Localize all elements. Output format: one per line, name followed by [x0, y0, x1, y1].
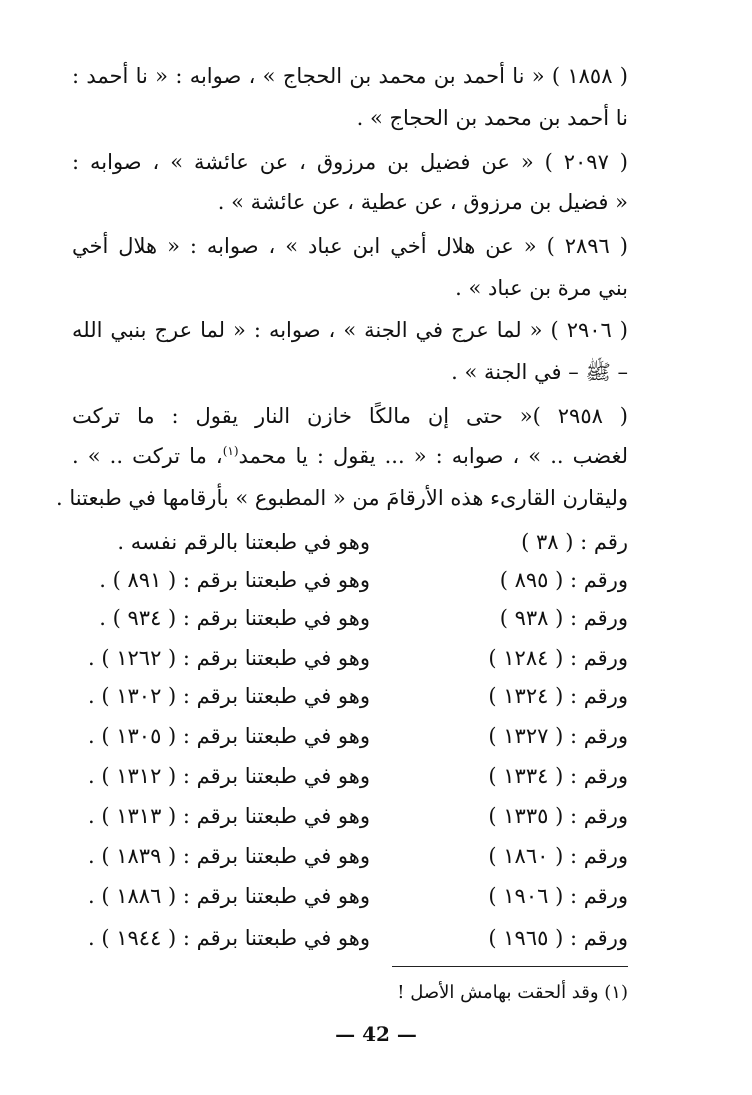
table-row [72, 876, 628, 916]
table-row [72, 716, 628, 756]
our-number: وهو في طبعتنا برقم : ( ١٩٤٤ ) . [88, 926, 370, 950]
our-number: وهو في طبعتنا برقم : ( ١٣٠٢ ) . [88, 684, 370, 708]
paragraph-line: ( ٢٩٠٦ ) « لما عرج في الجنة » ، صوابه : « لما عرج بنبي الله [72, 318, 628, 342]
footnote-marker: (١) [222, 444, 239, 458]
paragraph-line: « فضيل بن مرزوق ، عن عطية ، عن عائشة » . [217, 190, 628, 214]
page-number: — 42 — [335, 1022, 417, 1046]
footnote-divider [392, 966, 628, 967]
our-number: وهو في طبعتنا برقم : ( ٩٣٤ ) . [99, 606, 370, 630]
table-row [72, 560, 628, 600]
paragraph-line: ( ٢٩٥٨ )« حتى إن مالكًا خازن النار يقول : ما تركت [72, 404, 629, 428]
original-number: ورقم : ( ١٣٢٧ ) [488, 724, 628, 748]
our-number: وهو في طبعتنا برقم : ( ١٨٨٦ ) . [88, 884, 370, 908]
original-number: ورقم : ( ١٣٢٤ ) [488, 684, 628, 708]
original-number: ورقم : ( ٨٩٥ ) [499, 568, 628, 592]
table-row [72, 676, 628, 716]
line-text: ، ما تركت .. » . [72, 444, 223, 468]
table-row [72, 522, 628, 562]
original-number: ورقم : ( ١٩٦٥ ) [488, 926, 628, 950]
original-number: ورقم : ( ٩٣٨ ) [499, 606, 628, 630]
paragraph-line: ( ١٨٥٨ ) « نا أحمد بن محمد بن الحجاج » ، صوابه : « نا أحمد : [72, 64, 628, 88]
paragraph-line: نا أحمد بن محمد بن الحجاج » . [356, 106, 628, 130]
paragraph-line: ( ٢٠٩٧ ) « عن فضيل بن مرزوق ، عن عائشة » ، صوابه : [72, 150, 628, 174]
table-row [72, 918, 628, 958]
original-number: ورقم : ( ١٨٦٠ ) [488, 844, 628, 868]
line-text: لغضب .. » ، صوابه : « ... يقول : يا محمد [238, 444, 628, 468]
paragraph-line-with-footnote [72, 436, 628, 476]
original-number: ورقم : ( ١٣٣٤ ) [488, 764, 628, 788]
paragraph-line: – ﷺ – في الجنة » . [451, 360, 628, 384]
paragraph-line: بني مرة بن عباد » . [455, 276, 628, 300]
footnote: (١) وقد ألحقت بهامش الأصل ! [397, 982, 628, 1003]
table-row [72, 756, 628, 796]
our-number: وهو في طبعتنا برقم : ( ١٨٣٩ ) . [88, 844, 370, 868]
our-number: وهو في طبعتنا برقم : ( ١٣١٢ ) . [88, 764, 370, 788]
table-row [72, 598, 628, 638]
paragraph-line: ( ٢٨٩٦ ) « عن هلال أخي ابن عباد » ، صوابه : « هلال أخي [72, 234, 628, 258]
table-row [72, 836, 628, 876]
paragraph-line: وليقارن القارىء هذه الأرقامَ من « المطبوع » بأرقامها في طبعتنا . [56, 486, 628, 510]
our-number: وهو في طبعتنا برقم : ( ٨٩١ ) . [99, 568, 370, 592]
our-number: وهو في طبعتنا بالرقم نفسه . [117, 530, 370, 554]
original-number: ورقم : ( ١٣٣٥ ) [488, 804, 628, 828]
original-number: ورقم : ( ١٢٨٤ ) [488, 646, 628, 670]
our-number: وهو في طبعتنا برقم : ( ١٣١٣ ) . [88, 804, 370, 828]
table-row [72, 796, 628, 836]
our-number: وهو في طبعتنا برقم : ( ١٢٦٢ ) . [88, 646, 370, 670]
our-number: وهو في طبعتنا برقم : ( ١٣٠٥ ) . [88, 724, 370, 748]
original-number: ورقم : ( ١٩٠٦ ) [488, 884, 628, 908]
table-row [72, 638, 628, 678]
original-number: رقم : ( ٣٨ ) [521, 530, 628, 554]
